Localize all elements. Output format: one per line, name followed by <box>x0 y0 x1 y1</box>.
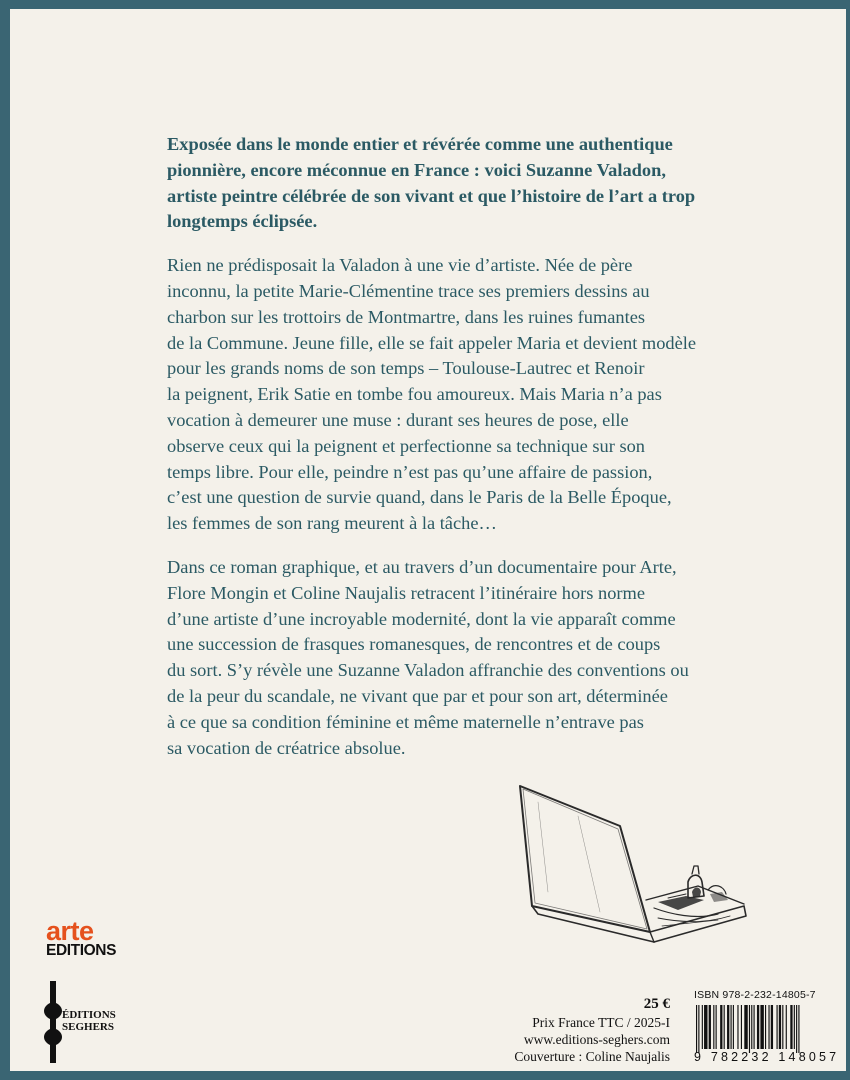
text-line: à ce que sa condition féminine et même maternelle n’entrave pas <box>167 711 644 732</box>
text-line: c’est une question de survie quand, dans le Paris de la Belle Époque, <box>167 487 672 508</box>
text-line: du sort. S’y révèle une Suzanne Valadon affranchie des conventions ou <box>167 660 689 681</box>
text-line: Flore Mongin et Coline Naujalis retracent l’itinéraire hors norme <box>167 582 646 603</box>
barcode-bar <box>754 1005 755 1049</box>
text-line: Exposée dans le monde entier et révérée comme une authentique <box>167 134 673 154</box>
seghers-line-1: ÉDITIONS <box>62 1009 116 1021</box>
barcode-bar <box>744 1005 747 1049</box>
barcode-bar <box>720 1005 722 1049</box>
text-line: inconnu, la petite Marie-Clémentine trace ses premiers dessins au <box>167 280 650 301</box>
cover-credit: Couverture : Coline Naujalis <box>514 1049 670 1064</box>
back-cover-text <box>167 132 767 779</box>
barcode-bar <box>696 1005 697 1053</box>
barcode-bar <box>790 1005 792 1049</box>
barcode-bar <box>796 1005 797 1053</box>
barcode-bar <box>702 1005 703 1049</box>
text-line: sa vocation de créatrice absolue. <box>167 737 406 758</box>
body-paragraph-2 <box>167 555 767 761</box>
text-line: Rien ne prédisposait la Valadon à une vie d’artiste. Née de père <box>167 255 633 276</box>
text-line: une succession de frasques romanesques, de rencontres et de coups <box>167 634 661 655</box>
price-label: Prix France TTC / 2025-I <box>532 1015 670 1030</box>
text-line: Dans ce roman graphique, et au travers d’un documentaire pour Arte, <box>167 556 677 577</box>
isbn-label: ISBN 978-2-232-14805-7 <box>694 989 816 1001</box>
text-line: de la peur du scandale, ne vivant que par et pour son art, déterminée <box>167 685 668 706</box>
arte-wordmark: arte <box>46 916 94 946</box>
barcode-bar <box>760 1005 763 1049</box>
barcode-bar <box>782 1005 783 1049</box>
barcode-bar <box>786 1005 787 1049</box>
seghers-emblem-icon <box>40 981 64 1063</box>
text-line: la peignent, Erik Satie en tombe fou amoureux. Mais Maria n’a pas <box>167 384 662 405</box>
barcode-bar <box>704 1005 707 1049</box>
barcode-bar <box>716 1005 717 1049</box>
barcode-bar <box>731 1005 732 1049</box>
barcode-bar <box>757 1005 759 1049</box>
text-line: vocation à demeurer une muse : durant ses heures de pose, elle <box>167 409 629 430</box>
ean-digits: 9 782232 148057 <box>694 1050 840 1064</box>
barcode-bar <box>727 1005 729 1049</box>
text-line: de la Commune. Jeune fille, elle se fait appeler Maria et devient modèle <box>167 332 697 353</box>
barcode-bar <box>779 1005 781 1049</box>
text-line: observe ceux qui la peignent et perfectionne sa technique sur son <box>167 435 645 456</box>
text-line: pour les grands noms de son temps – Toulouse-Lautrec et Renoir <box>167 358 645 379</box>
text-line: pionnière, encore méconnue en France : voici Suzanne Valadon, <box>167 159 666 180</box>
text-line: charbon sur les trottoirs de Montmartre, dans les ruines fumantes <box>167 306 646 327</box>
price: 25 € <box>643 996 670 1012</box>
text-line: artiste peintre célébrée de son vivant et que l’histoire de l’art a trop <box>167 185 696 206</box>
barcode-bar <box>737 1005 738 1049</box>
barcode-bar <box>798 1005 799 1053</box>
barcode-bar <box>733 1005 734 1049</box>
arte-editions-label: EDITIONS <box>46 942 117 959</box>
arte-editions-logo <box>46 916 146 959</box>
barcode-bar <box>741 1005 742 1049</box>
barcode-bar <box>765 1005 766 1049</box>
barcode-bar <box>751 1005 752 1049</box>
barcode-bar <box>771 1005 773 1049</box>
barcode-bars <box>694 1005 842 1053</box>
barcode-bar <box>724 1005 725 1049</box>
text-line: temps libre. Pour elle, peindre n’est pas qu’une affaire de passion, <box>167 461 653 482</box>
back-cover <box>10 9 846 1071</box>
text-line: longtemps éclipsée. <box>167 211 318 232</box>
barcode-bar <box>768 1005 769 1049</box>
seghers-line-2: SEGHERS <box>62 1021 114 1033</box>
isbn-barcode <box>694 989 842 1069</box>
barcode-bar <box>777 1005 778 1049</box>
barcode-bar <box>713 1005 714 1049</box>
barcode-bar <box>794 1005 795 1049</box>
barcode-bar <box>749 1005 750 1053</box>
barcode-bar <box>709 1005 711 1049</box>
easel-sketch-illustration <box>508 782 750 962</box>
price-block <box>480 994 670 1065</box>
text-line: d’une artiste d’une incroyable modernité, dont la vie apparaît comme <box>167 608 676 629</box>
barcode-bar <box>698 1005 699 1053</box>
seghers-wordmark <box>62 1009 116 1033</box>
editions-seghers-logo <box>40 981 130 1063</box>
text-line: les femmes de son rang meurent à la tâche… <box>167 513 497 534</box>
intro-paragraph <box>167 132 767 235</box>
body-paragraph-1 <box>167 253 767 537</box>
publisher-website: www.editions-seghers.com <box>523 1032 670 1047</box>
